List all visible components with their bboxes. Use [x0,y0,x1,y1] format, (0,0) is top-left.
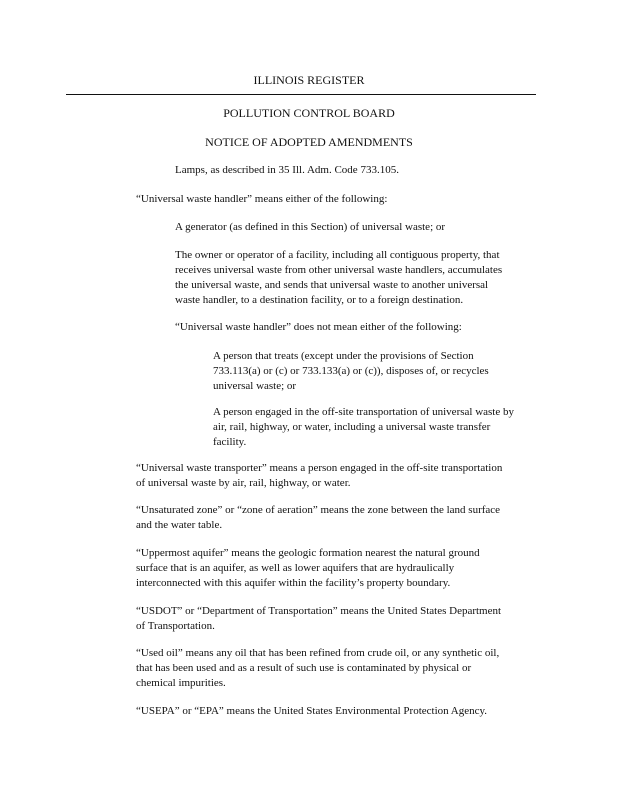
text-line: A generator (as defined in this Section) of universal waste; or [175,221,446,233]
board-title: POLLUTION CONTROL BOARD [223,106,395,120]
text-line: air, rail, highway, or water, including a universal waste transfer [213,421,491,433]
exclusion-item-a [213,349,489,394]
text-line: “USDOT” or “Department of Transportation” means the United States Department [136,605,502,617]
handler-item-a [175,220,445,235]
text-line: “Unsaturated zone” or “zone of aeration” means the zone between the land surface [136,504,501,516]
handler-exclusion [175,320,462,335]
uppermost-aquifer-definition [136,546,480,591]
usdot-definition [136,604,501,634]
text-line: “USEPA” or “EPA” means the United States Environmental Protection Agency. [136,705,488,717]
text-line: 733.113(a) or (c) or 733.133(a) or (c)), disposes of, or recycles [213,365,489,377]
text-line: facility. [213,436,247,448]
transporter-definition [136,461,502,491]
text-line: receives universal waste from other universal waste handlers, accumulates [175,264,503,276]
text-line: “Universal waste transporter” means a person engaged in the off-site transportation [136,462,503,474]
text-line: “Uppermost aquifer” means the geologic formation nearest the natural ground [136,547,480,559]
text-line: and the water table. [136,519,223,531]
text-line: of Transportation. [136,620,215,632]
handler-definition [136,192,387,207]
header-rule [66,94,536,95]
text-line: of universal waste by air, rail, highway, or water. [136,477,351,489]
text-line: “Used oil” means any oil that has been refined from crude oil, or any synthetic oil, [136,647,500,659]
register-title: ILLINOIS REGISTER [253,73,365,87]
text-line: the universal waste, and sends that universal waste to another universal [175,279,489,291]
exclusion-item-b [213,405,514,450]
usepa-definition [136,704,487,719]
text-line: waste handler, to a destination facility, or to a foreign destination. [175,294,464,306]
used-oil-definition [136,646,499,691]
text-line: surface that is an aquifer, as well as lower aquifers that are hydraulically [136,562,455,574]
text-line: universal waste; or [213,380,297,392]
text-line: chemical impurities. [136,677,226,689]
notice-title: NOTICE OF ADOPTED AMENDMENTS [205,135,413,149]
unsaturated-zone-definition [136,503,500,533]
text-line: Lamps, as described in 35 Ill. Adm. Code 733.105. [175,164,399,176]
text-line: A person engaged in the off-site transportation of universal waste by [213,406,514,418]
handler-item-b [175,248,502,308]
text-line: that has been used and as a result of such use is contaminated by physical or [136,662,472,674]
text-line: The owner or operator of a facility, including all contiguous property, that [175,249,500,261]
text-line: interconnected with this aquifer within the facility’s property boundary. [136,577,451,589]
text-line: “Universal waste handler” does not mean either of the following: [175,321,462,333]
text-line: A person that treats (except under the provisions of Section [213,350,474,362]
text-line: “Universal waste handler” means either of the following: [136,193,388,205]
lamps-paragraph [175,163,399,178]
